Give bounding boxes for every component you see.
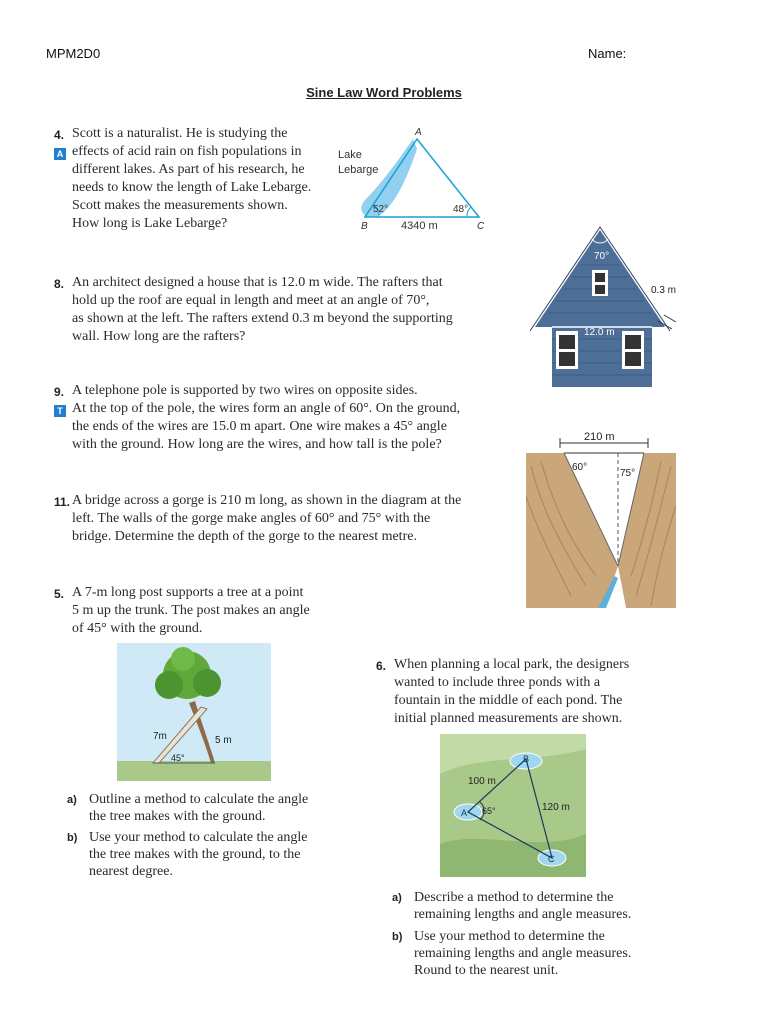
- course-code: MPM2D0: [46, 46, 101, 61]
- question-line: Scott makes the measurements shown.: [72, 198, 288, 213]
- left-angle-label: 60°: [572, 462, 588, 473]
- q5-part-b: [67, 829, 357, 880]
- question-line: wall. How long are the rafters?: [72, 329, 246, 344]
- q6-part-a: [392, 889, 692, 923]
- question-line: the ends of the wires are 15.0 m apart. One wire makes a 45° angle: [72, 419, 447, 434]
- question-number: 6.: [376, 659, 387, 673]
- part-label: b): [392, 931, 403, 943]
- right-angle-label: 75°: [620, 468, 636, 479]
- vertex-b-label: B: [523, 754, 530, 764]
- question-9: [54, 382, 494, 454]
- name-label: Name:: [588, 46, 627, 61]
- trunk-length-label: 5 m: [215, 735, 232, 746]
- part-label: a): [392, 892, 402, 904]
- house-diagram: [530, 225, 692, 390]
- question-number: 11.: [54, 495, 71, 509]
- question-number: 9.: [54, 385, 65, 399]
- q6-part-b: [392, 928, 692, 979]
- question-line: as shown at the left. The rafters extend 0.3 m beyond the supporting: [72, 311, 453, 326]
- tree-diagram: [117, 643, 271, 781]
- question-line: effects of acid rain on fish populations in: [72, 144, 302, 159]
- question-line: A telephone pole is supported by two wires on opposite sides.: [72, 383, 418, 398]
- part-line: Use your method to calculate the angle: [89, 830, 308, 845]
- ground: [117, 761, 271, 781]
- side-bc-label: 120 m: [542, 802, 570, 813]
- part-line: remaining lengths and angle measures.: [414, 907, 632, 922]
- question-5: [54, 584, 344, 638]
- question-11: [54, 492, 494, 546]
- gorge-diagram: [526, 426, 676, 608]
- side-ab-label: 100 m: [468, 776, 496, 787]
- q5-part-a: [67, 791, 357, 825]
- part-label: b): [67, 832, 78, 844]
- base-length-label: 4340 m: [401, 220, 438, 232]
- question-line: When planning a local park, the designers: [394, 657, 630, 672]
- angle-a-label: 65°: [482, 806, 496, 816]
- question-line: fountain in the middle of each pond. The: [394, 693, 623, 708]
- lake-label: Lake: [338, 149, 362, 161]
- part-line: nearest degree.: [89, 864, 173, 879]
- part-line: Describe a method to determine the: [414, 890, 614, 905]
- part-line: remaining lengths and angle measures.: [414, 946, 632, 961]
- angle-b-label: 52°: [373, 204, 389, 215]
- question-number: 5.: [54, 587, 65, 601]
- question-line: wanted to include three ponds with a: [394, 675, 601, 690]
- question-line: bridge. Determine the depth of the gorge to the nearest metre.: [72, 529, 417, 544]
- park-diagram: [440, 734, 586, 877]
- question-8: [54, 274, 494, 346]
- width-label: 12.0 m: [584, 327, 615, 338]
- question-line: hold up the roof are equal in length and meet at an angle of 70°,: [72, 293, 430, 308]
- part-label: a): [67, 794, 77, 806]
- question-line: of 45° with the ground.: [72, 621, 203, 636]
- post-length-label: 7m: [153, 731, 167, 742]
- question-line: with the ground. How long are the wires, and how tall is the pole?: [72, 437, 442, 452]
- question-line: left. The walls of the gorge make angles of 60° and 75° with the: [72, 511, 431, 526]
- question-6: [376, 656, 676, 728]
- vertex-c-label: C: [548, 854, 555, 864]
- question-number: 4.: [54, 128, 65, 142]
- angle-c-label: 48°: [453, 204, 469, 215]
- vertex-a-label: A: [461, 808, 468, 818]
- part-line: the tree makes with the ground, to the: [89, 847, 301, 862]
- part-line: the tree makes with the ground.: [89, 809, 266, 824]
- question-line: 5 m up the trunk. The post makes an angle: [72, 603, 310, 618]
- question-line: An architect designed a house that is 12.0 m wide. The rafters that: [72, 275, 443, 290]
- question-line: needs to know the length of Lake Lebarge.: [72, 180, 312, 195]
- question-number: 8.: [54, 277, 65, 291]
- part-line: Outline a method to calculate the angle: [89, 792, 309, 807]
- question-line: A 7-m long post supports a tree at a point: [72, 585, 304, 600]
- question-line: Scott is a naturalist. He is studying the: [72, 126, 288, 141]
- vertex-a-label: A: [415, 127, 422, 138]
- part-line: Round to the nearest unit.: [414, 963, 559, 978]
- question-line: initial planned measurements are shown.: [394, 711, 623, 726]
- post-angle-label: 45°: [171, 753, 185, 763]
- question-line: At the top of the pole, the wires form an angle of 60°. On the ground,: [72, 401, 461, 416]
- overhang-label: 0.3 m: [651, 285, 677, 296]
- lake-lebarge-diagram: [335, 125, 495, 235]
- question-line: A bridge across a gorge is 210 m long, as shown in the diagram at the: [72, 493, 462, 508]
- question-line: How long is Lake Lebarge?: [72, 216, 228, 231]
- part-line: Use your method to determine the: [414, 929, 605, 944]
- gorge-length-label: 210 m: [584, 431, 615, 443]
- vertex-c-label: C: [477, 221, 485, 232]
- vertex-b-label: B: [361, 221, 368, 232]
- page-title: Sine Law Word Problems: [306, 85, 462, 100]
- question-line: different lakes. As part of his research, he: [72, 162, 305, 177]
- application-badge: A: [54, 148, 66, 160]
- apex-angle-label: 70°: [594, 251, 610, 262]
- lake-label: Lebarge: [338, 164, 379, 176]
- question-4: [54, 125, 344, 233]
- thinking-badge: T: [54, 405, 66, 417]
